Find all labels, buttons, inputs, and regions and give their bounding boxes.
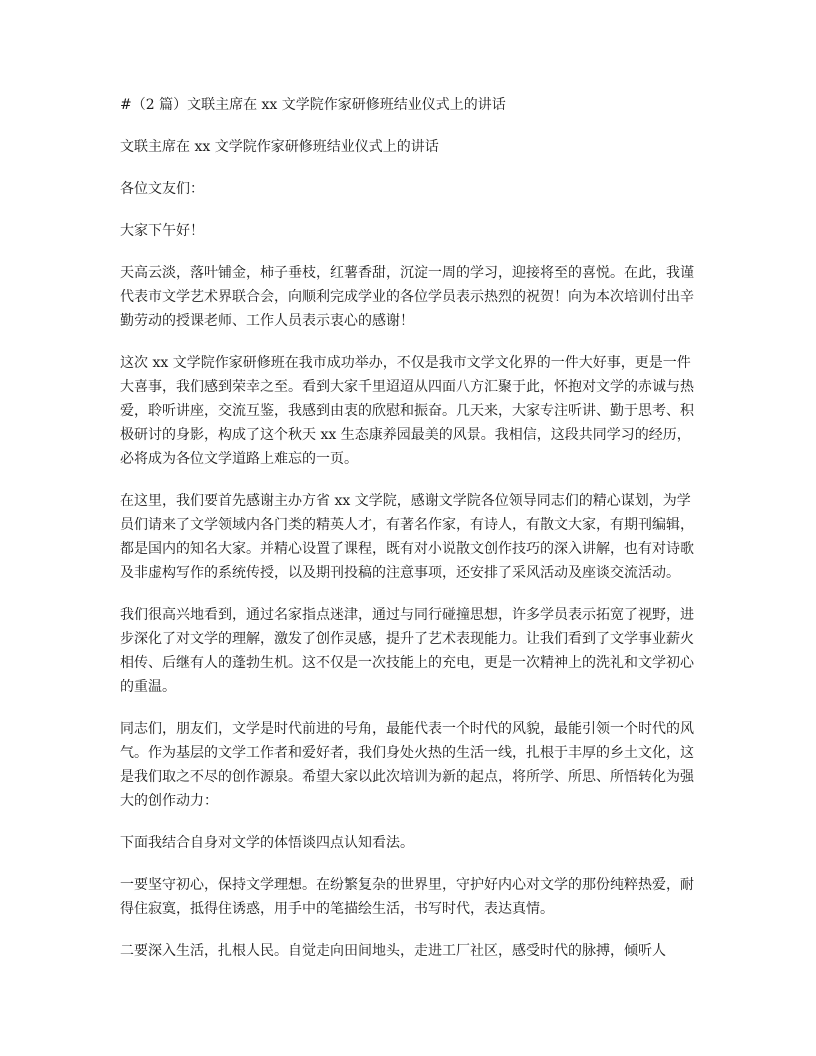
paragraph-2: 这次 xx 文学院作家研修班在我市成功举办，不仅是我市文学文化界的一件大好事，更是一件大喜事，我们感到荣幸之至。看到大家千里迢迢从四面八方汇聚于此，怀抱对文学的赤诚与热爱，聆听讲座，交流互鉴，我感到由衷的欣慰和振奋。几天来，大家专注听讲、勤于思考、积极研讨的身影，构成了这个秋天 xx 生态康养园最美的风景。我相信，这段共同学习的经历，必将成为各位文学道路上难忘的一页。 bbox=[120, 355, 694, 467]
paragraph-1: 天高云淡，落叶铺金，柿子垂枝，红薯香甜，沉淀一周的学习，迎接将至的喜悦。在此，我谨代表市文学艺术界联合会，向顺利完成学业的各位学员表示热烈的祝贺！向为本次培训付出辛勤劳动的授课老师、工作人员表示衷心的感谢！ bbox=[120, 265, 694, 329]
paragraph-7: 一要坚守初心，保持文学理想。在纷繁复杂的世界里，守护好内心对文学的那份纯粹热爱，耐得住寂寞，抵得住诱惑，用手中的笔描绘生活，书写时代，表达真情。 bbox=[120, 877, 694, 917]
paragraph-6: 下面我结合自身对文学的体悟谈四点认知看法。 bbox=[120, 835, 414, 851]
greeting: 大家下午好！ bbox=[120, 223, 204, 239]
paragraph-3: 在这里，我们要首先感谢主办方省 xx 文学院，感谢文学院各位领导同志们的精心谋划，为学员们请来了文学领域内各门类的精英人才，有著名作家，有诗人，有散文大家，有期刊编辑，都是国内的知名大家。并精心设置了课程，既有对小说散文创作技巧的深入讲解，也有对诗歌及非虚构写作的系统传授，以及期刊投稿的注意事项，还安排了采风活动及座谈交流活动。 bbox=[120, 493, 694, 581]
document-page bbox=[120, 93, 696, 981]
paragraph-4: 我们很高兴地看到，通过名家指点迷津，通过与同行碰撞思想，许多学员表示拓宽了视野，进步深化了对文学的理解，激发了创作灵感，提升了艺术表现能力。让我们看到了文学事业薪火相传、后继有人的蓬勃生机。这不仅是一次技能上的充电，更是一次精神上的洗礼和文学初心的重温。 bbox=[120, 607, 694, 695]
document-heading: #（2 篇）文联主席在 xx 文学院作家研修班结业仪式上的讲话 bbox=[120, 97, 506, 113]
paragraph-5: 同志们，朋友们，文学是时代前进的号角，最能代表一个时代的风貌，最能引领一个时代的风气。作为基层的文学工作者和爱好者，我们身处火热的生活一线，扎根于丰厚的乡土文化，这是我们取之不尽的创作源泉。希望大家以此次培训为新的起点，将所学、所思、所悟转化为强大的创作动力： bbox=[120, 721, 694, 809]
salutation: 各位文友们： bbox=[120, 181, 204, 197]
paragraph-8: 二要深入生活，扎根人民。自觉走向田间地头，走进工厂社区，感受时代的脉搏，倾听人 bbox=[120, 943, 666, 959]
document-subtitle: 文联主席在 xx 文学院作家研修班结业仪式上的讲话 bbox=[120, 139, 439, 155]
